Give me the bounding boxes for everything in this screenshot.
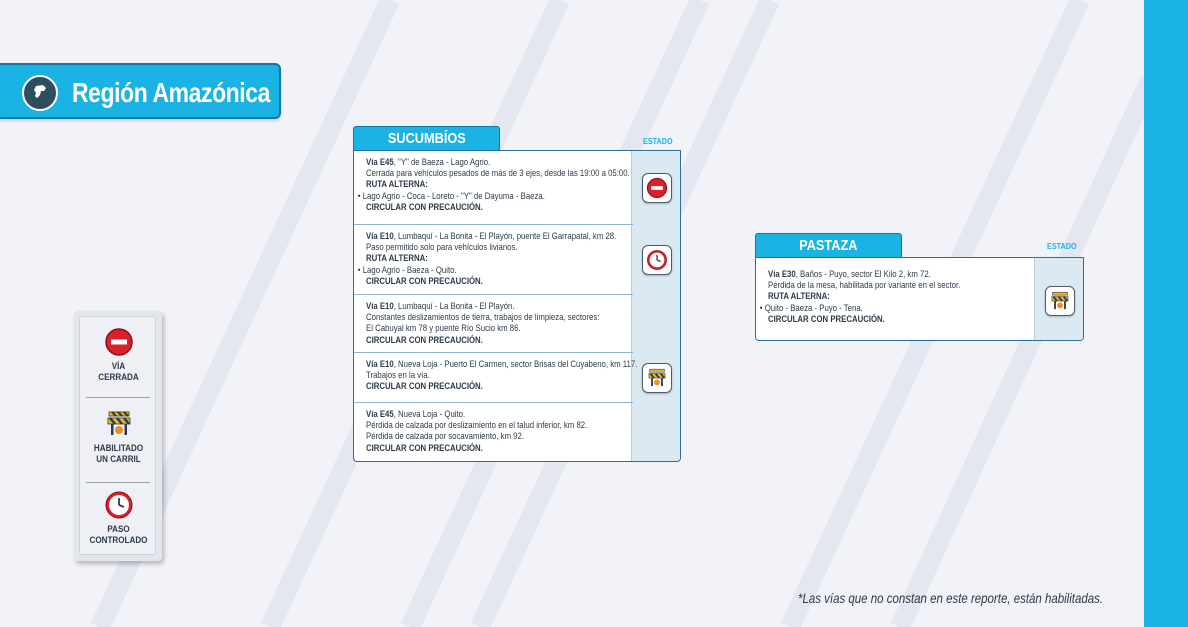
legend-divider bbox=[86, 482, 150, 483]
road-row bbox=[354, 295, 633, 353]
alt-route-label: RUTA ALTERNA: bbox=[366, 179, 428, 191]
road-route: , "Y" de Baeza - Lago Agrio. bbox=[393, 157, 491, 168]
road-route: , Baños - Puyo, sector El Kilo 2, km 72. bbox=[795, 269, 931, 280]
legend-label-line2: CERRADA bbox=[98, 372, 139, 383]
status-controlled-button[interactable] bbox=[642, 245, 672, 275]
alt-route: Lago Agrio - Coca - Loreto - "Y" de Dayuma - Baeza. bbox=[362, 190, 545, 202]
road-code: Vía E45 bbox=[366, 409, 394, 420]
alt-route-label: RUTA ALTERNA: bbox=[768, 291, 830, 303]
right-accent-bar bbox=[1144, 0, 1188, 627]
province-tab-pastaza bbox=[755, 233, 902, 258]
road-detail: Paso permitido solo para vehículos livianos. bbox=[366, 242, 518, 254]
clock-icon bbox=[104, 490, 134, 520]
caution-text: CIRCULAR CON PRECAUCIÓN. bbox=[366, 201, 483, 213]
alt-route: Quito - Baeza - Puyo - Tena. bbox=[764, 302, 863, 314]
estado-header: ESTADO bbox=[1047, 241, 1077, 251]
no-entry-icon bbox=[646, 177, 668, 199]
status-one-lane-button[interactable] bbox=[642, 363, 672, 393]
road-detail: Pérdida de la mesa, habilitada por variante en el sector. bbox=[768, 280, 961, 292]
status-closed-button[interactable] bbox=[642, 173, 672, 203]
road-row bbox=[756, 258, 1036, 341]
legend-item-controlled bbox=[80, 490, 157, 546]
road-route: , Lumbaquí - La Bonita - El Playón, puente El Garrapatal, km 28. bbox=[393, 231, 617, 242]
caution-text: CIRCULAR CON PRECAUCIÓN. bbox=[366, 381, 483, 393]
caution-text: CIRCULAR CON PRECAUCIÓN. bbox=[366, 442, 483, 454]
legend-label-line1: HABILITADO bbox=[93, 443, 144, 454]
province-title: SUCUMBÍOS bbox=[387, 130, 466, 147]
legend-label-line2: CONTROLADO bbox=[89, 535, 148, 546]
road-code: Vía E10 bbox=[366, 359, 394, 370]
legend-label-line1: PASO bbox=[107, 524, 130, 535]
road-detail: Cerrada para vehículos pesados de más de 3 ejes, desde las 19:00 a 05:00. bbox=[366, 168, 630, 180]
legend-divider bbox=[86, 397, 150, 398]
road-detail: El Cabuyal km 78 y puente Río Sucio km 86. bbox=[366, 323, 521, 335]
road-detail: Trabajos en la vía. bbox=[366, 370, 430, 382]
no-entry-icon bbox=[104, 327, 134, 357]
barrier-icon bbox=[646, 367, 668, 389]
road-code: Vía E30 bbox=[768, 269, 796, 280]
barrier-icon bbox=[104, 409, 134, 439]
legend-panel bbox=[74, 311, 162, 561]
province-tab-sucumbios bbox=[353, 126, 500, 151]
road-code: Vía E10 bbox=[366, 301, 394, 312]
clock-icon bbox=[646, 249, 668, 271]
caution-text: CIRCULAR CON PRECAUCIÓN. bbox=[366, 275, 483, 287]
legend-label-line2: UN CARRIL bbox=[96, 454, 141, 465]
bullet: • bbox=[357, 190, 361, 202]
sucumbios-panel bbox=[353, 150, 681, 462]
caution-text: CIRCULAR CON PRECAUCIÓN. bbox=[366, 334, 483, 346]
road-route: , Nueva Loja - Puerto El Carmen, sector Brisas del Cuyabeno, km 117. bbox=[393, 359, 638, 370]
road-detail: Pérdida de calzada por socavamiento, km 92. bbox=[366, 431, 525, 443]
road-row bbox=[354, 353, 638, 403]
status-one-lane-button[interactable] bbox=[1045, 286, 1075, 316]
road-route: , Lumbaquí - La Bonita - El Playón. bbox=[393, 301, 515, 312]
road-code: Vía E45 bbox=[366, 157, 394, 168]
road-row bbox=[354, 151, 633, 225]
barrier-icon bbox=[1049, 290, 1071, 312]
road-route: , Nueva Loja - Quito. bbox=[393, 409, 466, 420]
province-title: PASTAZA bbox=[799, 237, 858, 254]
alt-route-label: RUTA ALTERNA: bbox=[366, 253, 428, 265]
legend-item-one-lane bbox=[80, 409, 157, 465]
road-row bbox=[354, 403, 633, 462]
ecuador-map-icon bbox=[22, 75, 58, 111]
bullet: • bbox=[357, 264, 361, 276]
road-detail: Pérdida de calzada por deslizamiento en el talud inferior, km 82. bbox=[366, 420, 588, 432]
road-row bbox=[354, 225, 633, 295]
region-title: Región Amazónica bbox=[72, 77, 270, 108]
road-detail: Constantes deslizamientos de tierra, trabajos de limpieza, sectores: bbox=[366, 312, 600, 324]
alt-route: Lago Agrio - Baeza - Quito. bbox=[362, 264, 457, 276]
legend-label-line1: VÍA bbox=[111, 361, 126, 372]
pastaza-panel bbox=[755, 257, 1084, 341]
bullet: • bbox=[759, 302, 763, 314]
legend-item-closed bbox=[80, 327, 157, 383]
caution-text: CIRCULAR CON PRECAUCIÓN. bbox=[768, 313, 885, 325]
footnote: *Las vías que no constan en este reporte, están habilitadas. bbox=[798, 590, 1104, 606]
estado-header: ESTADO bbox=[643, 136, 673, 146]
road-code: Vía E10 bbox=[366, 231, 394, 242]
region-header bbox=[0, 63, 281, 119]
